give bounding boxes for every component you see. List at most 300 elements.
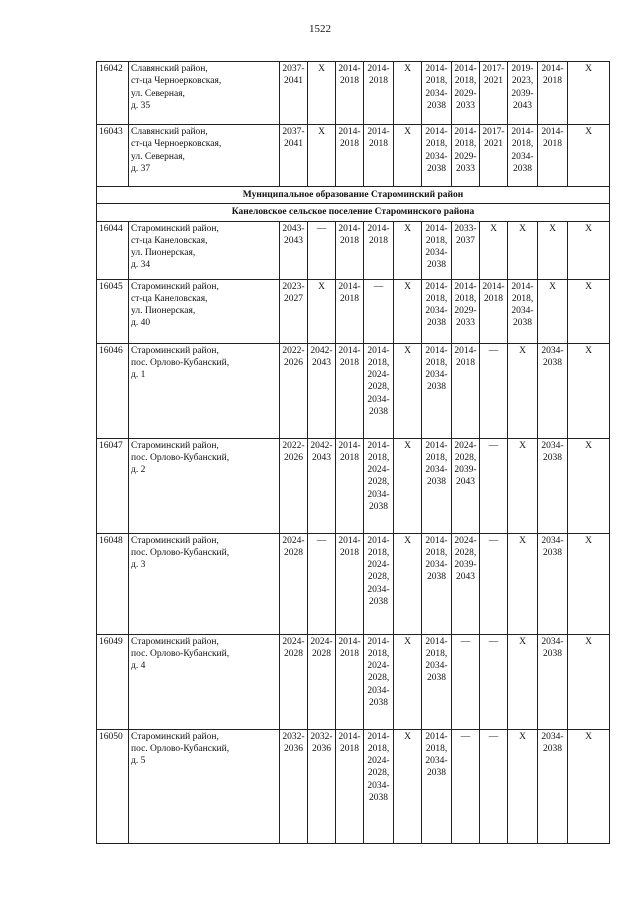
period-value: 2038 xyxy=(427,318,446,329)
period-value: 2018, xyxy=(454,293,477,304)
period-value: 2014- xyxy=(541,64,564,74)
period-value: 2024- xyxy=(367,560,390,571)
period-value: 2014- xyxy=(454,127,477,137)
address-line: ст-ца Черноерковская, xyxy=(131,76,222,87)
period-value: X xyxy=(519,223,526,234)
period-value: 2018 xyxy=(340,452,359,463)
period-cell xyxy=(508,62,538,125)
period-cell xyxy=(280,343,308,438)
period-cell xyxy=(394,62,422,125)
table-row xyxy=(97,279,610,343)
period-cell xyxy=(568,634,610,729)
period-cell xyxy=(394,125,422,187)
period-value: 2043 xyxy=(284,235,303,246)
period-cell xyxy=(422,221,452,279)
period-cell xyxy=(422,125,452,187)
period-value: 2033- xyxy=(454,223,477,234)
period-value: 2034- xyxy=(541,636,564,647)
period-value: 2038 xyxy=(543,743,562,754)
period-value: 2034- xyxy=(511,151,534,162)
address-line: ул. Пионерская, xyxy=(131,306,196,317)
period-value: 2023- xyxy=(282,281,305,292)
address-line: пос. Орлово-Кубанский, xyxy=(131,648,230,659)
period-cell xyxy=(364,221,394,279)
address-line: ст-ца Черноерковская, xyxy=(131,139,222,150)
address-line: пос. Орлово-Кубанский, xyxy=(131,357,230,368)
period-value: 2022- xyxy=(282,440,305,451)
period-value: 2014- xyxy=(338,731,361,742)
period-value: 2018 xyxy=(340,293,359,304)
period-cell xyxy=(308,343,336,438)
period-cell xyxy=(452,729,480,843)
period-value: 2028 xyxy=(284,547,303,558)
period-cell xyxy=(508,533,538,634)
period-cell xyxy=(452,279,480,343)
period-cell xyxy=(568,221,610,279)
period-cell xyxy=(336,438,364,533)
period-value: 2034- xyxy=(367,584,390,595)
period-value: 2017- xyxy=(482,64,505,74)
period-value: 2014- xyxy=(367,127,390,137)
period-value: 2038 xyxy=(369,502,388,513)
period-value: 2033 xyxy=(456,100,475,111)
period-value: 2028 xyxy=(312,648,331,659)
period-cell xyxy=(336,729,364,843)
period-value: 2039- xyxy=(454,560,477,571)
address-line: ст-ца Канеловская, xyxy=(131,293,208,304)
period-value: 2038 xyxy=(427,382,446,393)
period-value: 2038 xyxy=(427,477,446,488)
period-value: 2014- xyxy=(425,731,448,742)
period-value: 2014- xyxy=(425,535,448,546)
period-cell xyxy=(508,125,538,187)
section-header: Канеловское сельское поселение Староминского района xyxy=(97,204,610,221)
period-cell xyxy=(508,221,538,279)
period-value: 2018 xyxy=(369,139,388,150)
period-value: X xyxy=(549,281,556,292)
period-value: 2037- xyxy=(282,64,305,74)
period-value: 2014- xyxy=(338,345,361,356)
period-value: 2024- xyxy=(367,756,390,767)
row-number: 16046 xyxy=(97,343,129,438)
period-value: X xyxy=(404,281,411,292)
period-cell xyxy=(364,279,394,343)
period-cell xyxy=(394,221,422,279)
period-value: 2024- xyxy=(282,636,305,647)
period-value: X xyxy=(585,440,592,451)
period-value: 2034- xyxy=(425,370,448,381)
period-cell xyxy=(422,438,452,533)
period-value: — xyxy=(488,440,499,451)
period-cell xyxy=(308,634,336,729)
period-value: 2037- xyxy=(282,127,305,137)
period-cell xyxy=(280,729,308,843)
period-cell xyxy=(280,62,308,125)
period-cell xyxy=(364,634,394,729)
period-value: 2018, xyxy=(367,547,390,558)
section-header: Муниципальное образование Староминский район xyxy=(97,187,610,204)
period-value: 2018, xyxy=(425,452,448,463)
period-cell xyxy=(308,221,336,279)
address-line: Староминский район, xyxy=(131,281,219,292)
period-value: X xyxy=(404,440,411,451)
period-cell xyxy=(308,279,336,343)
period-value: 2034- xyxy=(425,248,448,259)
address-line: ул. Пионерская, xyxy=(131,248,196,259)
period-cell xyxy=(452,62,480,125)
period-cell xyxy=(538,729,568,843)
period-cell xyxy=(336,125,364,187)
period-cell xyxy=(308,62,336,125)
period-value: 2028, xyxy=(367,768,390,779)
period-cell xyxy=(452,125,480,187)
period-cell xyxy=(480,438,508,533)
period-value: 2023, xyxy=(511,76,534,87)
period-value: 2038 xyxy=(427,572,446,583)
period-value: 2014- xyxy=(425,223,448,234)
address-line: д. 5 xyxy=(131,756,146,767)
period-value: 2014- xyxy=(425,281,448,292)
period-cell xyxy=(508,279,538,343)
period-cell xyxy=(480,533,508,634)
period-value: 2014- xyxy=(511,127,534,137)
period-value: — xyxy=(316,223,327,234)
period-cell xyxy=(422,533,452,634)
period-value: 2014- xyxy=(454,281,477,292)
period-value: 2021 xyxy=(484,139,503,150)
period-value: 2018, xyxy=(454,139,477,150)
address-line: д. 34 xyxy=(131,260,151,271)
period-value: 2026 xyxy=(284,452,303,463)
address-line: ул. Северная, xyxy=(131,151,185,162)
period-value: 2018, xyxy=(425,547,448,558)
section-header-row xyxy=(97,204,610,221)
period-cell xyxy=(452,634,480,729)
period-cell xyxy=(480,729,508,843)
period-cell xyxy=(480,62,508,125)
period-cell xyxy=(422,279,452,343)
period-cell xyxy=(538,221,568,279)
period-cell xyxy=(308,729,336,843)
period-cell xyxy=(480,221,508,279)
period-value: 2024- xyxy=(367,370,390,381)
period-value: 2034- xyxy=(425,88,448,99)
period-value: 2038 xyxy=(543,547,562,558)
period-value: 2018, xyxy=(454,76,477,87)
row-number: 16042 xyxy=(97,62,129,125)
period-value: — xyxy=(460,731,471,742)
address-line: пос. Орлово-Кубанский, xyxy=(131,547,230,558)
period-value: 2014- xyxy=(482,281,505,292)
period-cell xyxy=(280,221,308,279)
period-value: 2018 xyxy=(369,76,388,87)
period-value: 2022- xyxy=(282,345,305,356)
period-value: 2041 xyxy=(284,76,303,87)
period-value: 2043- xyxy=(282,223,305,234)
period-value: 2036 xyxy=(312,743,331,754)
period-cell xyxy=(480,279,508,343)
period-value: 2024- xyxy=(454,440,477,451)
period-value: 2018 xyxy=(340,357,359,368)
period-value: X xyxy=(585,281,592,292)
period-cell xyxy=(364,729,394,843)
period-value: 2028 xyxy=(284,648,303,659)
period-value: 2018 xyxy=(340,76,359,87)
address-line: Староминский район, xyxy=(131,731,219,742)
period-cell xyxy=(568,729,610,843)
period-value: X xyxy=(519,345,526,356)
period-value: 2032- xyxy=(282,731,305,742)
period-cell xyxy=(452,533,480,634)
period-value: 2014- xyxy=(338,281,361,292)
period-value: 2014- xyxy=(541,127,564,137)
period-cell xyxy=(480,125,508,187)
period-value: 2029- xyxy=(454,88,477,99)
period-cell xyxy=(508,634,538,729)
period-value: — xyxy=(373,281,384,292)
period-cell xyxy=(538,533,568,634)
period-value: 2014- xyxy=(338,223,361,234)
period-value: 2014- xyxy=(367,535,390,546)
period-value: 2014- xyxy=(367,64,390,74)
period-cell xyxy=(336,634,364,729)
period-value: 2014- xyxy=(338,64,361,74)
period-value: 2034- xyxy=(367,780,390,791)
period-cell xyxy=(336,533,364,634)
table-row xyxy=(97,533,610,634)
row-number: 16049 xyxy=(97,634,129,729)
period-value: 2033 xyxy=(456,163,475,174)
address-line: ул. Северная, xyxy=(131,88,185,99)
period-cell xyxy=(280,279,308,343)
period-value: 2018, xyxy=(425,139,448,150)
period-value: 2036 xyxy=(284,743,303,754)
period-value: 2014- xyxy=(338,636,361,647)
period-value: 2014- xyxy=(338,127,361,137)
period-value: 2028, xyxy=(367,572,390,583)
row-number: 16043 xyxy=(97,125,129,187)
address-line: д. 35 xyxy=(131,100,151,111)
period-value: 2034- xyxy=(541,731,564,742)
address-line: Славянский район, xyxy=(131,127,208,137)
period-value: 2038 xyxy=(369,793,388,804)
period-cell xyxy=(394,438,422,533)
period-value: 2038 xyxy=(427,163,446,174)
period-value: 2018 xyxy=(484,293,503,304)
period-cell xyxy=(364,125,394,187)
period-value: 2018, xyxy=(425,293,448,304)
period-value: 2028, xyxy=(367,382,390,393)
period-value: — xyxy=(316,535,327,546)
period-value: 2017- xyxy=(482,127,505,137)
table-row xyxy=(97,221,610,279)
period-cell xyxy=(280,634,308,729)
period-value: X xyxy=(585,345,592,356)
period-value: 2014- xyxy=(511,281,534,292)
period-value: 2014- xyxy=(425,345,448,356)
address-line: д. 40 xyxy=(131,318,151,329)
period-value: X xyxy=(585,223,592,234)
period-value: X xyxy=(519,535,526,546)
address-line: Староминский район, xyxy=(131,535,219,546)
address-line: д. 3 xyxy=(131,560,146,571)
period-cell xyxy=(280,533,308,634)
period-cell xyxy=(364,62,394,125)
period-value: 2043 xyxy=(513,100,532,111)
period-value: 2024- xyxy=(367,661,390,672)
period-value: 2029- xyxy=(454,151,477,162)
table-row xyxy=(97,634,610,729)
period-cell xyxy=(422,343,452,438)
period-value: 2034- xyxy=(367,394,390,405)
period-value: 2018, xyxy=(367,648,390,659)
period-cell xyxy=(568,438,610,533)
period-value: 2014- xyxy=(425,636,448,647)
period-cell xyxy=(538,634,568,729)
period-value: X xyxy=(585,64,592,74)
period-cell xyxy=(280,438,308,533)
period-value: 2018 xyxy=(340,743,359,754)
period-value: 2034- xyxy=(425,661,448,672)
period-value: 2039- xyxy=(454,465,477,476)
period-value: X xyxy=(490,223,497,234)
section-header-row xyxy=(97,187,610,204)
period-value: X xyxy=(318,127,325,137)
table-row xyxy=(97,125,610,187)
period-value: 2043 xyxy=(456,572,475,583)
period-value: X xyxy=(404,731,411,742)
period-cell xyxy=(452,343,480,438)
period-value: 2018, xyxy=(511,139,534,150)
period-cell xyxy=(538,125,568,187)
period-value: 2041 xyxy=(284,139,303,150)
period-cell xyxy=(538,62,568,125)
period-cell xyxy=(364,533,394,634)
period-value: X xyxy=(404,127,411,137)
schedule-table xyxy=(96,61,610,844)
period-value: 2018 xyxy=(543,139,562,150)
period-value: 2014- xyxy=(425,64,448,74)
period-value: X xyxy=(404,223,411,234)
period-value: — xyxy=(488,636,499,647)
period-value: 2024- xyxy=(282,535,305,546)
period-value: 2038 xyxy=(427,768,446,779)
period-cell xyxy=(394,634,422,729)
period-value: 2024- xyxy=(454,535,477,546)
period-value: X xyxy=(519,440,526,451)
address-line: д. 2 xyxy=(131,465,146,476)
address-cell xyxy=(129,533,280,634)
address-line: пос. Орлово-Кубанский, xyxy=(131,452,230,463)
period-value: 2018, xyxy=(367,452,390,463)
period-value: 2018, xyxy=(425,235,448,246)
period-cell xyxy=(308,125,336,187)
period-cell xyxy=(394,729,422,843)
address-cell xyxy=(129,634,280,729)
period-value: 2018 xyxy=(543,76,562,87)
period-value: 2018 xyxy=(340,235,359,246)
period-value: 2034- xyxy=(367,489,390,500)
period-value: 2028, xyxy=(367,477,390,488)
period-cell xyxy=(480,634,508,729)
period-value: 2034- xyxy=(541,345,564,356)
period-value: 2034- xyxy=(425,465,448,476)
period-value: 2028, xyxy=(367,673,390,684)
period-value: 2014- xyxy=(367,345,390,356)
period-value: 2014- xyxy=(367,636,390,647)
period-value: 2014- xyxy=(454,64,477,74)
address-line: пос. Орлово-Кубанский, xyxy=(131,743,230,754)
period-value: X xyxy=(318,64,325,74)
period-value: X xyxy=(585,535,592,546)
address-line: д. 37 xyxy=(131,163,151,174)
table-row xyxy=(97,343,610,438)
period-cell xyxy=(568,533,610,634)
table-row xyxy=(97,62,610,125)
period-value: 2018, xyxy=(425,743,448,754)
address-cell xyxy=(129,221,280,279)
period-cell xyxy=(538,279,568,343)
period-value: 2034- xyxy=(425,151,448,162)
address-line: Славянский район, xyxy=(131,64,208,74)
period-value: 2034- xyxy=(511,306,534,317)
address-line: ст-ца Канеловская, xyxy=(131,235,208,246)
page-number: 1522 xyxy=(309,23,331,35)
period-value: X xyxy=(318,281,325,292)
period-cell xyxy=(508,343,538,438)
period-value: 2018, xyxy=(425,357,448,368)
period-value: 2018 xyxy=(340,648,359,659)
period-value: 2038 xyxy=(427,673,446,684)
period-value: 2029- xyxy=(454,306,477,317)
period-value: 2018 xyxy=(456,357,475,368)
period-value: 2039- xyxy=(511,88,534,99)
period-value: X xyxy=(549,223,556,234)
period-value: X xyxy=(519,731,526,742)
row-number: 16047 xyxy=(97,438,129,533)
period-value: 2038 xyxy=(543,357,562,368)
period-value: 2014- xyxy=(425,127,448,137)
period-value: 2034- xyxy=(541,535,564,546)
period-cell xyxy=(336,62,364,125)
period-value: X xyxy=(404,535,411,546)
period-value: 2014- xyxy=(338,440,361,451)
period-cell xyxy=(394,279,422,343)
period-value: 2033 xyxy=(456,318,475,329)
period-value: 2014- xyxy=(454,345,477,356)
period-cell xyxy=(364,343,394,438)
period-cell xyxy=(422,729,452,843)
period-value: X xyxy=(585,127,592,137)
period-value: 2014- xyxy=(425,440,448,451)
period-cell xyxy=(452,221,480,279)
period-value: 2019- xyxy=(511,64,534,74)
period-cell xyxy=(480,343,508,438)
period-value: 2018 xyxy=(369,235,388,246)
period-value: 2038 xyxy=(513,163,532,174)
period-cell xyxy=(538,438,568,533)
period-value: 2042- xyxy=(310,345,333,356)
period-value: 2032- xyxy=(310,731,333,742)
period-value: 2018, xyxy=(425,648,448,659)
period-cell xyxy=(394,343,422,438)
period-value: 2021 xyxy=(484,76,503,87)
period-value: 2038 xyxy=(369,698,388,709)
period-value: 2034- xyxy=(425,306,448,317)
period-value: 2034- xyxy=(541,440,564,451)
period-cell xyxy=(394,533,422,634)
period-value: 2042- xyxy=(310,440,333,451)
